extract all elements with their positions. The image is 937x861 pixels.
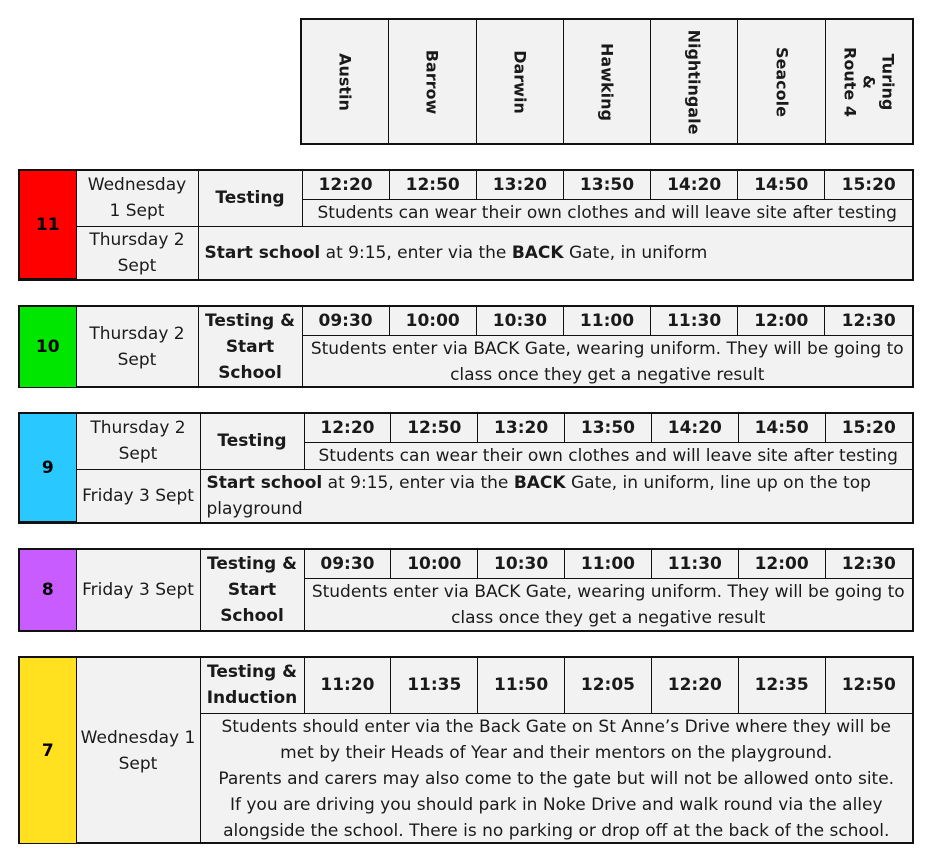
time-slot: 10:00 [389,307,476,335]
year-number: 9 [20,414,76,522]
time-slot: 13:50 [563,171,650,199]
time-slot: 12:35 [738,658,825,713]
activity: Testing & Induction [200,658,304,713]
time-slot: 10:00 [391,550,478,578]
time-slot: 12:00 [738,307,825,335]
time-slot: 12:50 [389,171,476,199]
time-slot: 14:20 [651,171,738,199]
date: Friday 3 Sept [76,550,200,631]
date: Wednesday 1 Sept [76,171,198,226]
time-slot: 12:00 [738,550,825,578]
house-col [477,20,564,143]
time-slot: 09:30 [304,550,391,578]
year-9-block [18,412,914,524]
time-slot: 12:30 [825,550,912,578]
house-name: Barrow [422,49,442,114]
house-col [564,20,651,143]
note: Students enter via BACK Gate, wearing uniform. They will be going to class once they get a negative result [304,578,912,631]
house-name: Seacole [772,46,792,117]
year-10-block [18,305,914,388]
time-slot: 15:20 [825,414,912,442]
time-slot: 12:30 [825,307,912,335]
note-bold: BACK [511,242,564,263]
time-slot: 10:30 [478,550,565,578]
time-slot: 12:50 [825,658,912,713]
note-text: at 9:15, enter via the [322,472,514,493]
house-col [389,20,476,143]
house-name: Turing & Route 4 [840,46,898,117]
note-text: Gate, in uniform, line up on the top playground [206,472,871,519]
date: Thursday 2 Sept [76,226,198,279]
time-slot: 10:30 [476,307,563,335]
note-text: Gate, in uniform [563,242,708,263]
note-line: Parents and carers may also come to the gate but will not be allowed onto site. [218,768,895,789]
time-slot: 13:20 [476,171,563,199]
house-name: Darwin [510,49,530,114]
year-7-block [18,656,914,844]
year-11-block [18,169,914,281]
house-col [826,20,912,143]
year-number: 8 [20,550,76,631]
activity: Testing & Start School [198,307,302,388]
year-number: 11 [20,171,76,279]
time-slot: 11:00 [563,307,650,335]
date: Wednesday 1 Sept [76,658,200,844]
year-number: 10 [20,307,76,388]
note-bold: Start school [204,242,321,263]
time-slot: 12:50 [391,414,478,442]
note: Students enter via BACK Gate, wearing uniform. They will be going to class once they get a negative result [302,335,912,388]
note-bold: Start school [206,472,323,493]
house-col [651,20,738,143]
activity: Testing [198,171,302,226]
house-name: Hawking [597,42,617,121]
note [200,713,912,844]
house-col [738,20,825,143]
activity: Testing [200,414,304,469]
time-slot: 09:30 [302,307,389,335]
note-text: at 9:15, enter via the [320,242,512,263]
year-number: 7 [20,658,76,844]
note-line: Students should enter via the Back Gate on St Anne’s Drive where they will be met by their Heads of Year and their mentors on the playground. [221,716,892,763]
time-slot: 12:20 [302,171,389,199]
note [200,469,912,522]
house-name: Nightingale [684,29,704,134]
date: Thursday 2 Sept [76,414,200,469]
time-slot: 13:20 [478,414,565,442]
time-slot: 11:35 [391,658,478,713]
house-col [302,20,389,143]
date: Friday 3 Sept [76,469,200,522]
note-line: If you are driving you should park in Noke Drive and walk round via the alley alongside the school. There is no parking or drop off at the back of the school. [223,794,890,841]
time-slot: 14:50 [738,171,825,199]
date: Thursday 2 Sept [76,307,198,388]
house-name: Austin [335,52,355,111]
year-8-block [18,548,914,632]
time-slot: 12:05 [565,658,652,713]
time-slot: 11:20 [304,658,391,713]
note: Students can wear their own clothes and will leave site after testing [302,199,912,226]
time-slot: 11:30 [651,550,738,578]
note-bold: BACK [513,472,566,493]
time-slot: 13:50 [565,414,652,442]
activity: Testing & Start School [200,550,304,631]
time-slot: 12:20 [304,414,391,442]
time-slot: 14:50 [738,414,825,442]
note [198,226,912,279]
time-slot: 15:20 [825,171,912,199]
time-slot: 12:20 [651,658,738,713]
note: Students can wear their own clothes and will leave site after testing [304,442,912,469]
time-slot: 11:30 [651,307,738,335]
time-slot: 11:50 [478,658,565,713]
house-header [300,18,914,145]
time-slot: 14:20 [651,414,738,442]
time-slot: 11:00 [565,550,652,578]
